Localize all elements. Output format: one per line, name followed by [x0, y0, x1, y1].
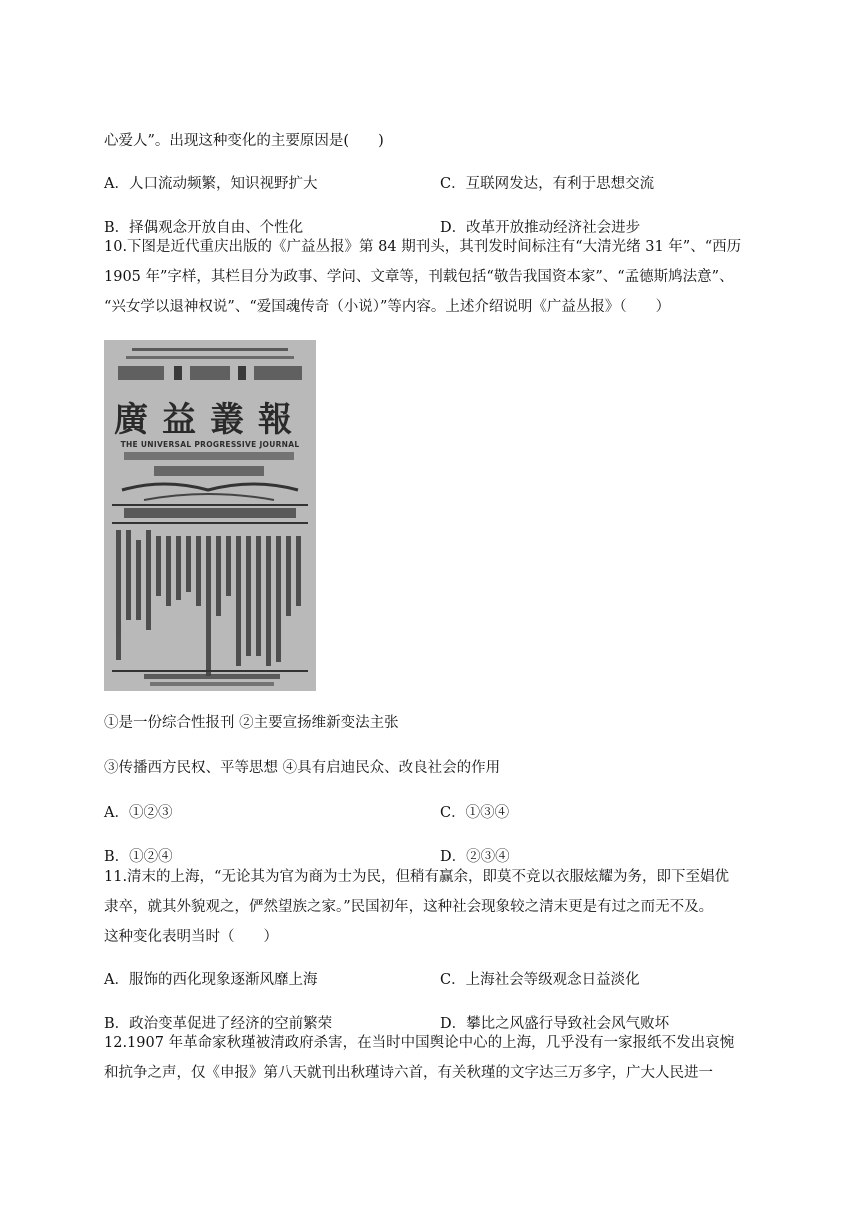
- q11-stem-line: 隶卒，就其外貌观之，俨然望族之家。”民国初年，这种社会现象较之清末更是有过之而无不及。: [104, 899, 714, 915]
- q9-option-c: C．互联网发达，有利于思想交流: [440, 176, 655, 192]
- q11-option-c: C．上海社会等级观念日益淡化: [440, 972, 640, 988]
- newspaper-english-title: THE UNIVERSAL PROGRESSIVE JOURNAL: [120, 440, 300, 449]
- q11-stem: [104, 862, 759, 952]
- q12-stem-line: 12.1907 年革命家秋瑾被清政府杀害，在当时中国舆论中心的上海，几乎没有一家报纸不发出哀惋: [104, 1035, 735, 1051]
- q9-stem-tail: 心爱人”。出现这种变化的主要原因是( ): [104, 133, 384, 149]
- q9-option-a: A．人口流动频繁，知识视野扩大: [104, 176, 318, 192]
- q11-stem-line: 11.清末的上海，“无论其为官为商为士为民，但稍有赢余，即莫不竞以衣服炫耀为务，即下至娼优: [104, 869, 729, 885]
- q11-option-d: D．攀比之风盛行导致社会风气败坏: [440, 1016, 670, 1032]
- q12-stem-line: 和抗争之声，仅《申报》第八天就刊出秋瑾诗六首，有关秋瑾的文字达三万多字，广大人民进一: [104, 1065, 713, 1081]
- q11-option-b: B．政治变革促进了经济的空前繁荣: [104, 1016, 333, 1032]
- q11-stem-line: 这种变化表明当时（ ）: [104, 929, 278, 945]
- q10-stem-line: “兴女学以退神权说”、“爱国魂传奇（小说）”等内容。上述介绍说明《广益丛报》（ ）: [104, 299, 671, 315]
- q10-stem: [104, 232, 759, 322]
- q12-stem: [104, 1028, 759, 1088]
- q9-option-d: D．改革开放推动经济社会进步: [440, 220, 641, 236]
- q10-option-c: C．①③④: [440, 805, 510, 821]
- q10-stem-line: 10.下图是近代重庆出版的《广益丛报》第 84 期刊头，其刊发时间标注有“大清光绪 31 年”、“西历: [104, 239, 742, 255]
- q11-option-a: A．服饰的西化现象逐渐风靡上海: [104, 972, 318, 988]
- q10-stem-line: 1905 年”字样，其栏目分为政事、学问、文章等，刊载包括“敬告我国资本家”、“孟德斯鸠法意”、: [104, 269, 734, 285]
- q10-option-d: D．②③④: [440, 849, 510, 865]
- q10-statements-line-1: ①是一份综合性报刊 ②主要宣扬维新变法主张: [104, 715, 399, 731]
- q9-option-b: B．择偶观念开放自由、个性化: [104, 220, 304, 236]
- q10-option-b: B．①②④: [104, 849, 173, 865]
- q10-statements-line-2: ③传播西方民权、平等思想 ④具有启迪民众、改良社会的作用: [104, 760, 501, 776]
- newspaper-title: 廣益叢報: [114, 400, 306, 440]
- newspaper-masthead-image: [104, 340, 316, 691]
- q10-option-a: A．①②③: [104, 805, 173, 821]
